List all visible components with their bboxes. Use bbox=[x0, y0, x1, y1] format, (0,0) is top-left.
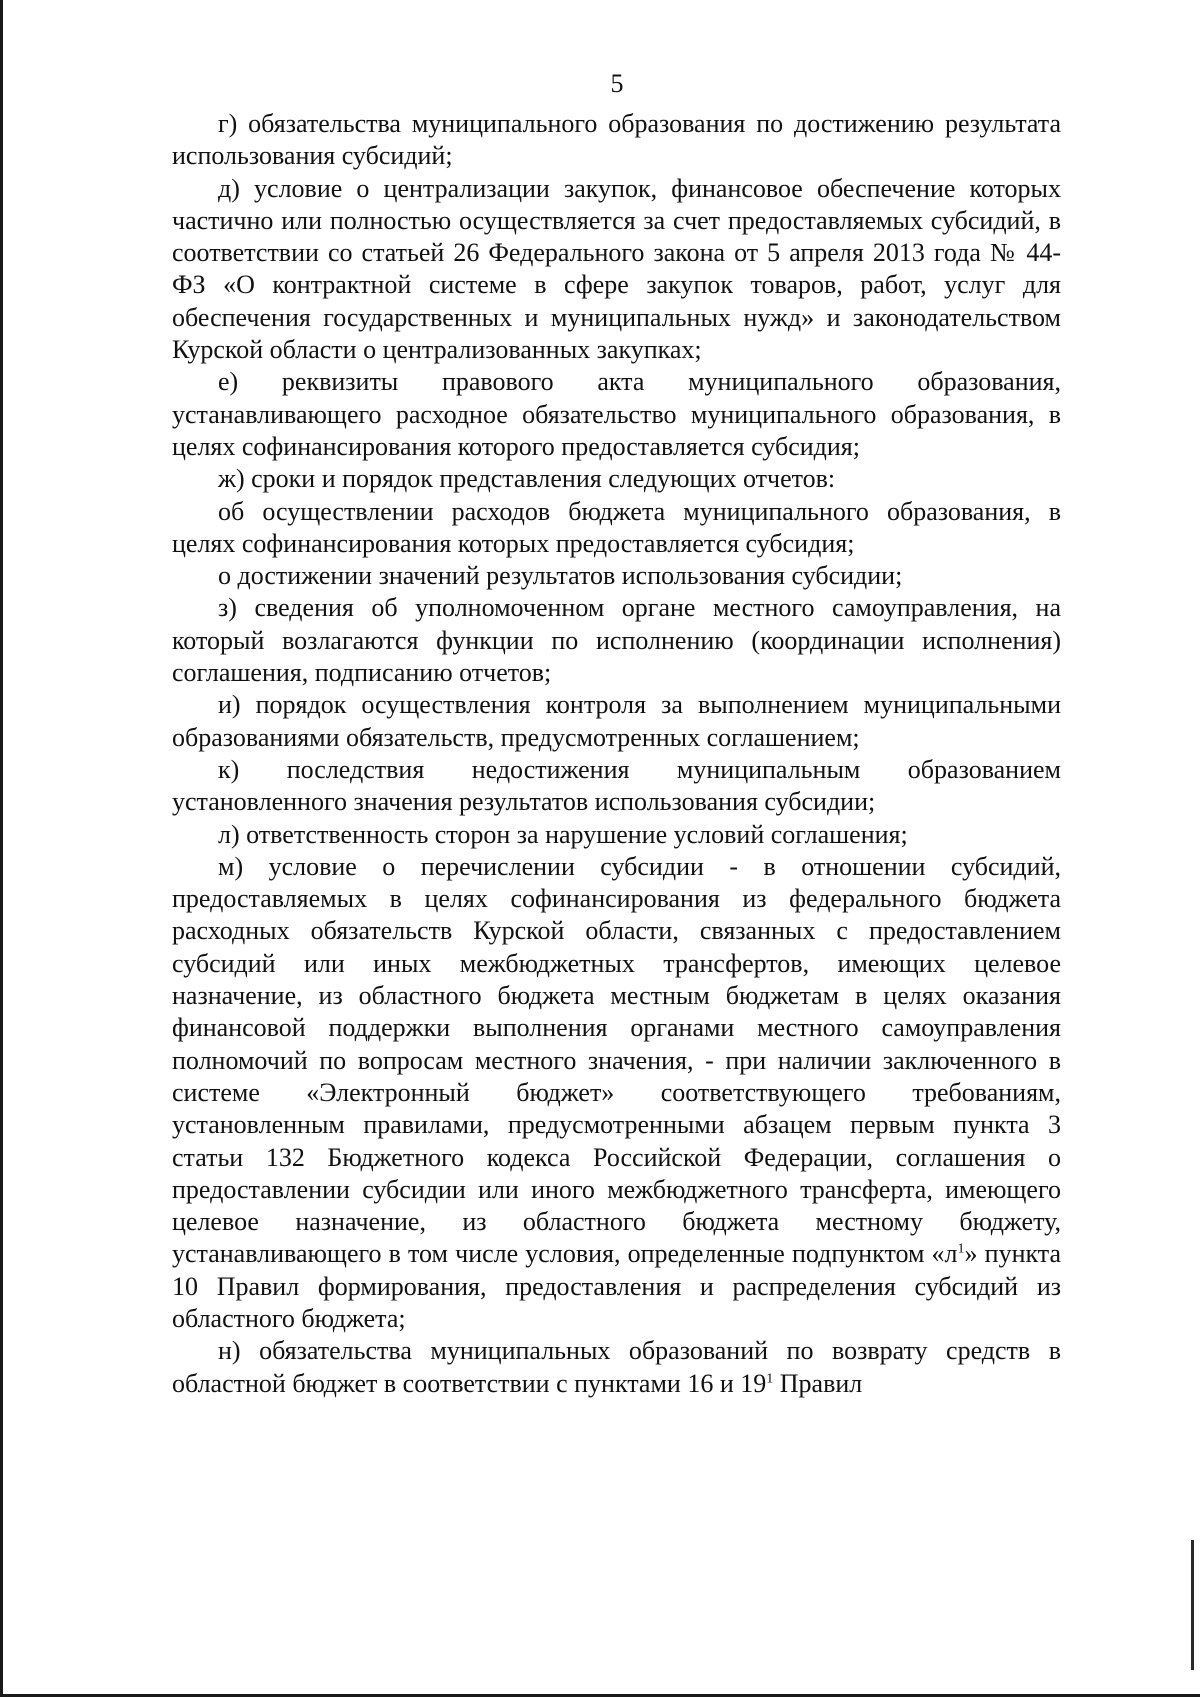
paragraph-n bbox=[172, 1335, 1061, 1400]
paragraph-zh-item-1: об осуществлении расходов бюджета муниципального образования, в целях софинансирования которых предоставляется субсидия; bbox=[172, 496, 1061, 558]
paragraph-m-text: м) условие о перечислении субсидии - в отношении субсидий, предоставляемых в целях софинансирования из федерального бюджета расходных обязательств Курской области, связанных с предоставлением субсидий или иных межбюджетных трансфертов, имеющих целевое назначение, из областного бюджета местным бюджетам в целях оказания финансовой поддержки выполнения органами местного самоуправления полномочий по вопросам местного значения, - при наличии заключенного в системе «Электронный бюджет» соответствующего требованиям, установленным правилами, предусмотренными абзацем первым пункта 3 статьи 132 Бюджетного кодекса Российской Федерации, соглашения о предоставлении субсидии или иного межбюджетного трансферта, имеющего целевое назначение, из областного бюджета местному бюджету, устанавливающего в том числе условия, определенные подпунктом «л bbox=[172, 851, 1061, 1269]
paragraph-k: к) последствия недостижения муниципальным образованием установленного значения результатов использования субсидии; bbox=[172, 754, 1061, 817]
paragraph-g: г) обязательства муниципального образования по достижению результата использования субсидий; bbox=[172, 109, 1061, 171]
paragraph-m-superscript: 1 bbox=[957, 1241, 965, 1257]
paragraph-n-superscript: 1 bbox=[766, 1370, 774, 1386]
paragraph-zh: ж) сроки и порядок представления следующих отчетов: bbox=[218, 464, 836, 494]
paragraph-z: з) сведения об уполномоченном органе местного самоуправления, на который возлагаются функции по исполнению (координации исполнения) соглашения, подписанию отчетов; bbox=[172, 593, 1061, 688]
paragraph-l: л) ответственность сторон за нарушение условий соглашения; bbox=[218, 819, 908, 849]
scan-edge-right bbox=[1191, 1540, 1194, 1670]
paragraph-d: д) условие о централизации закупок, финансовое обеспечение которых частично или полностью осуществляется за счет предоставляемых субсидий, в соответствии со статьей 26 Федерального закона от 5 апреля 2013 года № 44-ФЗ «О контрактной системе в сфере закупок товаров, работ, услуг для обеспечения государственных и муниципальных нужд» и законодательством Курской области о централизованных закупках; bbox=[172, 173, 1061, 365]
page-number: 5 bbox=[610, 69, 624, 98]
paragraph-i: и) порядок осуществления контроля за выполнением муниципальными образованиями обязательств, предусмотренных соглашением; bbox=[172, 690, 1061, 752]
paragraph-n-text-end: Правил bbox=[773, 1368, 863, 1398]
paragraph-m-text-end: » пункта 10 Правил формирования, предоставления и распределения субсидий из областного бюджета; bbox=[172, 1239, 1061, 1333]
paragraph-e: е) реквизиты правового акта муниципального образования, устанавливающего расходное обязательство муниципального образования, в целях софинансирования которого предоставляется субсидия; bbox=[172, 367, 1061, 461]
paragraph-zh-item-2: о достижении значений результатов использования субсидии; bbox=[218, 561, 903, 591]
paragraph-n-text: н) обязательства муниципальных образований по возврату средств в областной бюджет в соответствии с пунктами 16 и 19 bbox=[172, 1336, 1061, 1398]
document-body bbox=[172, 108, 1061, 1400]
scan-edge-left bbox=[0, 0, 3, 1697]
paragraph-m bbox=[172, 851, 1061, 1335]
